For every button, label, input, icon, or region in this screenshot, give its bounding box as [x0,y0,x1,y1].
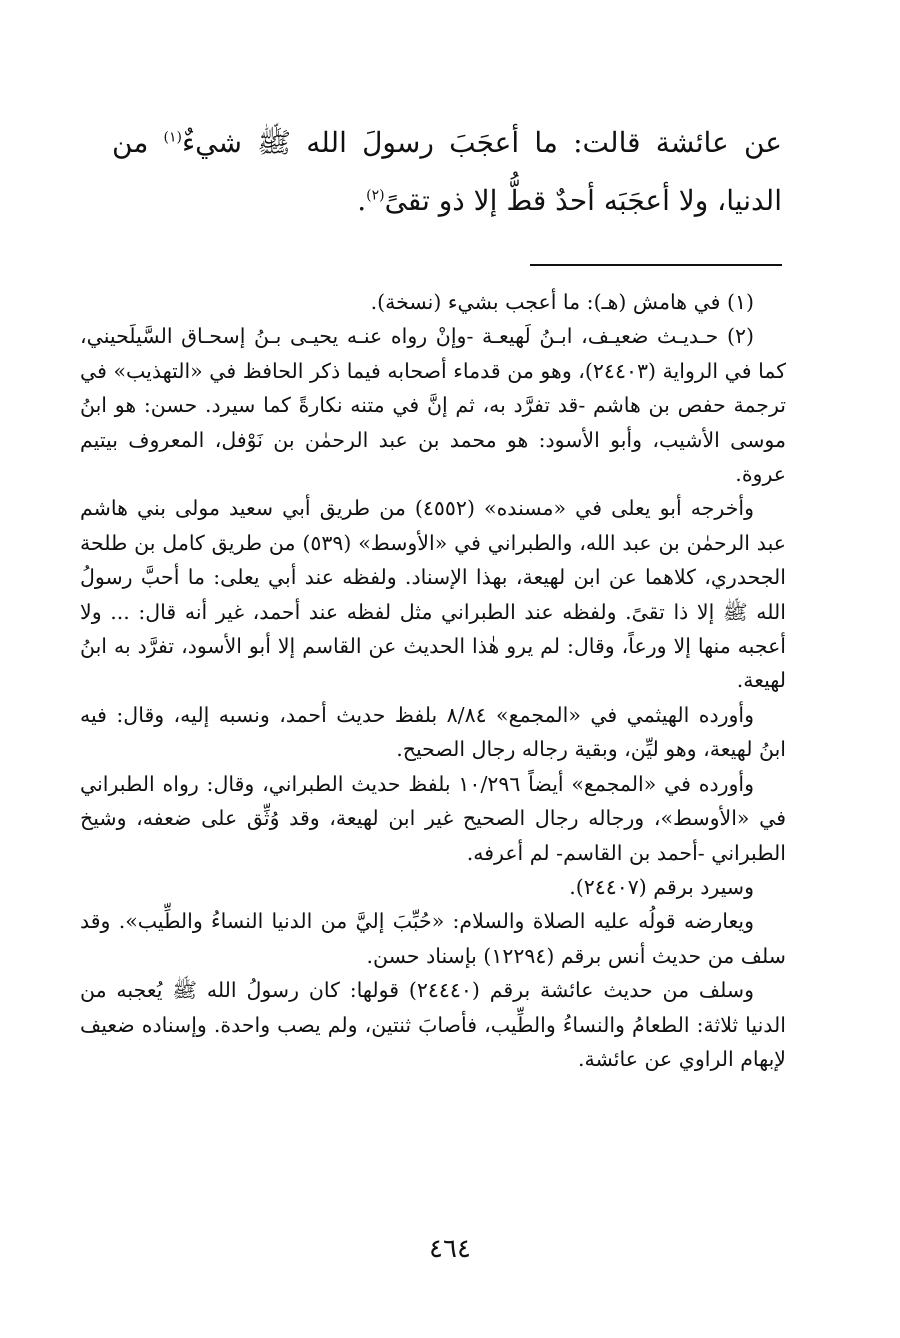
footnote-ref-2: (٢) [366,187,385,204]
hadith-text [112,114,782,230]
footnote-paragraph-muarada: ويعارضه قولُه عليه الصلاة والسلام: «حُبِّبَ إليَّ من الدنيا النساءُ والطِّيب». وقد سلف من حديث أنس برقم (١٢٢٩٤) بإسناد حسن. [80,909,786,968]
footnote-separator [530,264,782,266]
footnote-2: (٢) حـديـث ضعيـف، ابـنُ لَهيعـة -وإنْ رواه عنـه يحيـى بـنُ إسحـاق السَّيلَحيني، كما في الرواية (٢٤٤٠٣)، وهو من قدماء أصحابه فيما ذكر الحافظ في «التهذيب» في ترجمة حفص بن هاشم -قد تفرَّد به، ثم إنَّ في متنه نكارةً كما سيرد. حسن: هو ابنُ موسى الأشيب، وأبو الأسود: هو محمد بن عبد الرحمٰن بن نَوْفل، المعروف بيتيم عروة. [80,324,786,487]
footnote-paragraph-salaf: وسلف من حديث عائشة برقم (٢٤٤٤٠) قولها: كان رسولُ الله ﷺ يُعجبه من الدنيا ثلاثة: الطعامُ والنساءُ والطِّيب، فأصابَ ثنتين، ولم يصب واحدة. وإسناده ضعيف لإبهام الراوي عن عائشة. [80,978,786,1071]
footnote-1: (١) في هامش (هـ): ما أعجب بشيء (نسخة). [370,290,754,314]
hadith-text-part-1: عن عائشة قالت: ما أعجَبَ رسولَ الله ﷺ شيءٌ [182,126,782,159]
page-number: ٤٦٤ [429,1234,471,1264]
footnote-paragraph-majma: وأورده في «المجمع» أيضاً ١٠/٢٩٦ بلفظ حديث الطبراني، وقال: رواه الطبراني في «الأوسط»، ورجاله رجال الصحيح غير ابن لهيعة، وقد وُثِّق على ضعفه، وشيخ الطبراني -أحمد بن القاسم- لم أعرفه. [80,771,786,865]
footnote-paragraph-sayrid: وسيرد برقم (٢٤٤٠٧). [569,874,754,899]
hadith-text-part-3: . [357,184,367,217]
footnotes [80,285,786,1076]
footnote-paragraph-takhrij: وأخرجه أبو يعلى في «مسنده» (٤٥٥٢) من طريق أبي سعيد مولى بني هاشم عبد الرحمٰن بن عبد الله، والطبراني في «الأوسط» (٥٣٩) من طريق كامل بن طلحة الجحدري، كلاهما عن ابن لهيعة، بهذا الإسناد. ولفظه عند أبي يعلى: ما أحبَّ رسولُ الله ﷺ إلا ذا تقىً. ولفظه عند الطبراني مثل لفظه عند أحمد، غير أنه قال: ... ولا أعجبه منها إلا ورعاً، وقال: لم يرو هٰذا الحديث عن القاسم إلا أبو الأسود، تفرَّد به ابنُ لهيعة. [80,496,786,693]
hadith-paragraph [112,114,782,230]
hadith-text-part-2: من الدنيا، ولا أعجَبَه أحدٌ قطُّ إلا ذو تقىً [112,126,782,217]
footnote-ref-1: (١) [163,129,183,146]
footnote-paragraph-haythami: وأورده الهيثمي في «المجمع» ٨/٨٤ بلفظ حديث أحمد، ونسبه إليه، وقال: فيه ابنُ لهيعة، وهو ليِّن، وبقية رجاله رجال الصحيح. [80,702,786,762]
